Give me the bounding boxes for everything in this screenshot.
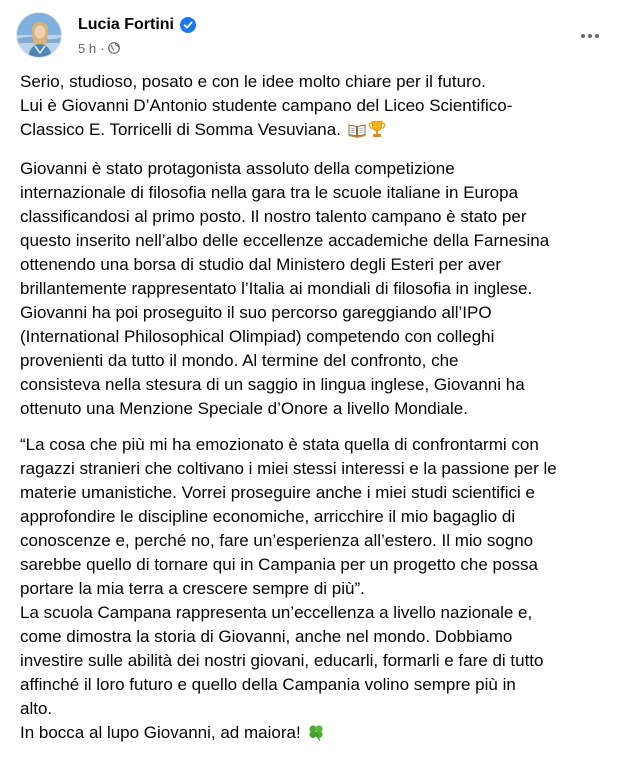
text-line: internazionale di filosofia nella gara tra le scuole italiane in Europa: [20, 183, 519, 202]
text-line: La scuola Campana rappresenta un’eccellenza a livello nazionale e,: [20, 603, 533, 622]
trophy-icon: [368, 120, 386, 145]
text-line: “La cosa che più mi ha emozionato è stata quella di confrontarmi con: [20, 435, 539, 454]
author-avatar[interactable]: [16, 12, 62, 58]
author-name[interactable]: Lucia Fortini: [78, 16, 174, 33]
globe-icon[interactable]: [108, 42, 120, 54]
text-line: consisteva nella stesura di un saggio in lingua inglese, Giovanni ha: [20, 375, 525, 394]
text-line: affinché il loro futuro e quello della Campania volino sempre più in: [20, 675, 516, 694]
text-line: sarebbe quello di tornare qui in Campania per un progetto che possa: [20, 555, 538, 574]
text-line: conoscenze e, perché no, fare un’esperienza all’estero. Il mio sogno: [20, 531, 534, 550]
post-paragraph-achievement: [20, 157, 606, 421]
open-book-icon: [348, 121, 366, 145]
text-line: portare la mia terra a crescere sempre di più”.: [20, 579, 365, 598]
text-line-with-emoji: [20, 721, 606, 748]
text-line: ottenendo una borsa di studio dal Ministero degli Esteri per aver: [20, 255, 502, 274]
text-line: ragazzi stranieri che coltivano i miei stessi interessi e la passione per le: [20, 459, 557, 478]
text-line: investire sulle abilità dei nostri giovani, educarli, formarli e fare di tutto: [20, 651, 544, 670]
text-line: come dimostra la storia di Giovanni, anche nel mondo. Dobbiamo: [20, 627, 513, 646]
text-line: In bocca al lupo Giovanni, ad maiora!: [20, 723, 301, 742]
text-line: Classico E. Torricelli di Somma Vesuviana.: [20, 120, 341, 139]
verified-badge-icon: [180, 17, 196, 33]
text-line: approfondire le discipline economiche, arricchire il mio bagaglio di: [20, 507, 516, 526]
text-line: ottenuto una Menzione Speciale d’Onore a livello Mondiale.: [20, 399, 468, 418]
four-leaf-clover-icon: [307, 723, 325, 748]
text-line: alto.: [20, 699, 53, 718]
text-line: brillantemente rappresentato l’Italia ai mondiali di filosofia in inglese.: [20, 279, 533, 298]
post-timestamp[interactable]: 5 h: [78, 40, 97, 56]
text-line: Giovanni ha poi proseguito il suo percorso gareggiando all’IPO: [20, 303, 492, 322]
text-line: provenienti da tutto il mondo. Al termine del confronto, che: [20, 351, 459, 370]
text-line: Giovanni è stato protagonista assoluto della competizione: [20, 159, 455, 178]
text-line: materie umanistiche. Vorrei proseguire anche i miei studi scientifici e: [20, 483, 535, 502]
author-row: [78, 14, 196, 36]
text-line: Lui è Giovanni D’Antonio studente campano del Liceo Scientifico-: [20, 96, 513, 115]
post-paragraph-quote: [20, 433, 606, 748]
post-body: [20, 70, 606, 748]
more-options-button[interactable]: [572, 18, 608, 54]
text-line: Serio, studioso, posato e con le idee molto chiare per il futuro.: [20, 72, 486, 91]
meta-separator: ·: [100, 40, 105, 56]
post-header: [16, 12, 608, 60]
post-meta: [78, 39, 120, 57]
text-line: questo inserito nell’albo delle eccellenze accademiche della Farnesina: [20, 231, 550, 250]
text-line: (International Philosophical Olimpiad) competendo con colleghi: [20, 327, 495, 346]
text-line-with-emoji: [20, 118, 606, 145]
post-paragraph-intro: [20, 70, 606, 145]
more-options-icon: [581, 34, 599, 38]
text-line: classificandosi al primo posto. Il nostro talento campano è stato per: [20, 207, 527, 226]
